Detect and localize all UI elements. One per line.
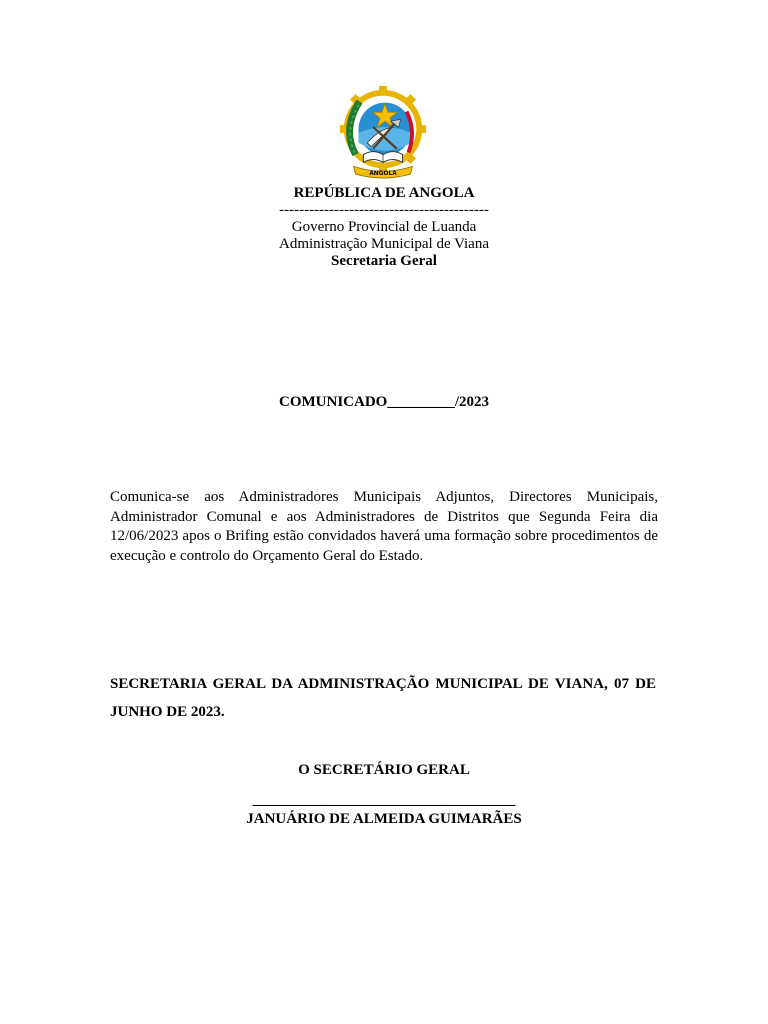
signature-role: O SECRETÁRIO GERAL xyxy=(298,762,470,778)
department-line: Secretaria Geral xyxy=(331,253,437,269)
signatory-name: JANUÁRIO DE ALMEIDA GUIMARÃES xyxy=(246,811,522,827)
administration-line: Administração Municipal de Viana xyxy=(278,236,489,252)
province-line: Governo Provincial de Luanda xyxy=(291,219,477,235)
closing-statement: SECRETARIA GERAL DA ADMINISTRAÇÃO MUNICIPAL DE VIANA, 07 DE JUNHO DE 2023. xyxy=(110,676,656,720)
country-heading: REPÚBLICA DE ANGOLA xyxy=(293,185,475,201)
header-separator: ------------------------------------------ xyxy=(279,202,489,218)
svg-text:ANGOLA: ANGOLA xyxy=(369,171,397,178)
angola-coat-of-arms-icon xyxy=(334,84,432,182)
signature-line: ___________________________________ xyxy=(252,792,516,808)
document-title: COMUNICADO_________/2023 xyxy=(279,394,489,410)
body-paragraph: Comunica-se aos Administradores Municipais Adjuntos, Directores Municipais, Administrador Comunal e aos Administradores de Distritos que Segunda Feira dia 12/06/2023 apos o Brifing estão convidados haverá uma formação sobre procedimentos de execução e controlo do Orçamento Geral do Estado. xyxy=(110,489,658,564)
